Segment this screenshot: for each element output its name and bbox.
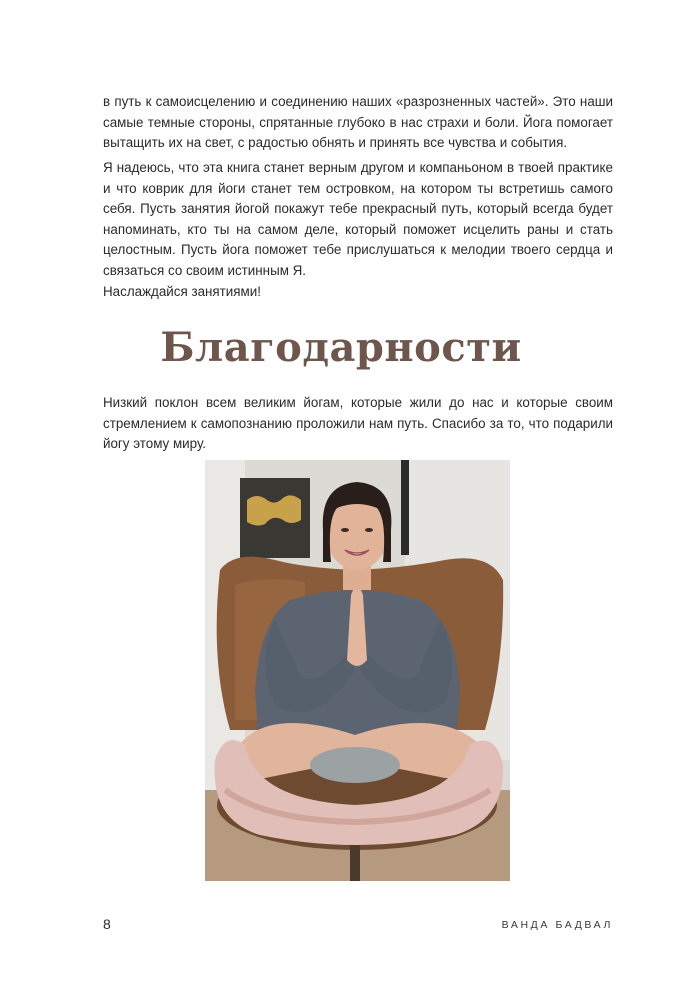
body-paragraph-2: Я надеюсь, что эта книга станет верным другом и компаньоном в твоей практике и что коврик для йоги станет тем островком, на котором ты встретишь самого себя. Пусть занятия йогой покажут тебе прекрасный путь, который всегда будет напоминать, кто ты на самом деле, который поможет исцелить раны и стать целостным. Пусть йога поможет тебе прислушаться к мелодии твоего сердца и связаться со своим истинным Я. bbox=[103, 160, 613, 278]
section-paragraph-1: Низкий поклон всем великим йогам, которые жили до нас и которые своим стремлением к самопознанию проложили нам путь. Спасибо за то, что подарили йогу этому миру. bbox=[103, 395, 613, 451]
section-heading: Благодарности bbox=[160, 324, 522, 371]
page-number: 8 bbox=[103, 916, 111, 932]
body-paragraph-3: Наслаждайся занятиями! bbox=[103, 284, 261, 299]
author-running-footer: ВАНДА БАДВАЛ bbox=[501, 919, 613, 931]
author-photo bbox=[205, 460, 510, 881]
body-paragraph-1: в путь к самоисцелению и соединению наших «разрозненных частей». Это наши самые темные стороны, спрятанные глубоко в нас страхи и боли. Йога помогает вытащить их на свет, с радостью обнять и принять все чувства и события. bbox=[103, 94, 613, 150]
